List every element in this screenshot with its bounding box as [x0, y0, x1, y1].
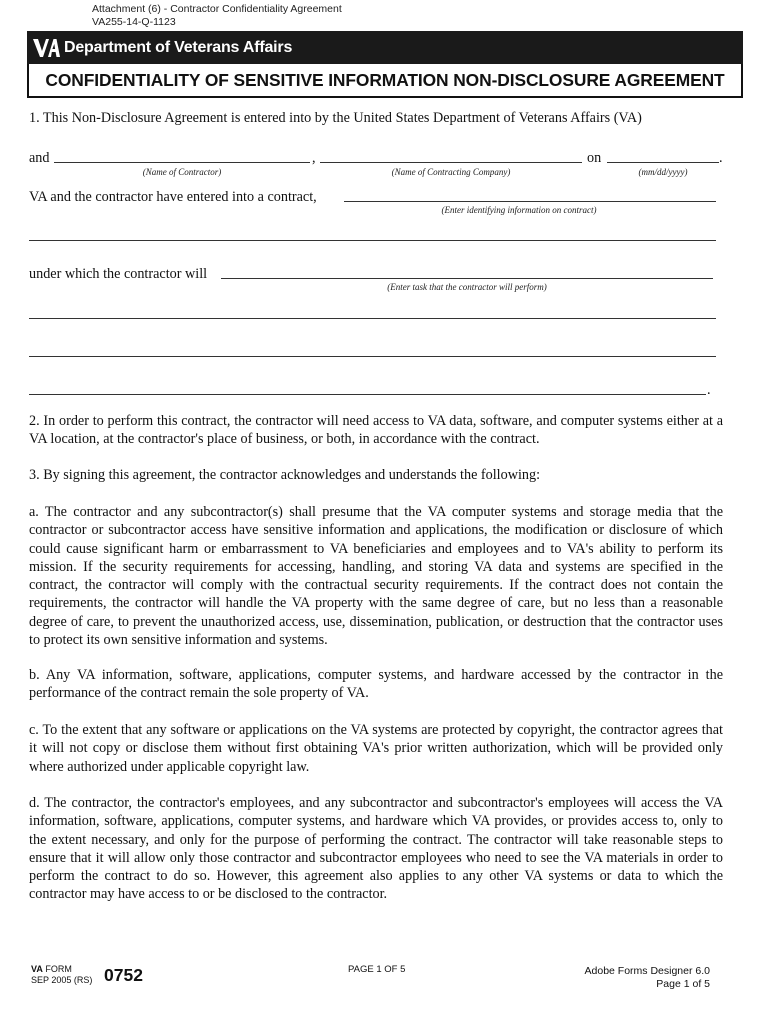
va-label: VA	[31, 964, 43, 974]
form-label	[31, 964, 92, 985]
form-date: SEP 2005 (RS)	[31, 974, 93, 985]
form-word: FORM	[42, 964, 72, 974]
task-field[interactable]	[221, 278, 713, 279]
contracting-company-field[interactable]	[320, 162, 582, 163]
paragraph-a: a. The contractor and any subcontractor(s) shall presume that the VA computer systems and storage media that the contractor or subcontractor access have sensitive information and applications, the modification or disclosure of which could cause significant harm or embarrassment to VA beneficiaries and employees and to VA's ability to perform its mission. If the security requirements for accessing, handling, and storing VA data and systems are specified in the contract, the contractor will comply with the contractual security requirements. If the contract does not contain the requirements, the contractor will handle the VA property with the same degree of care, but no less than a reasonable degree of care, to prevent the unauthorized access, use, dissemination, publication, or destruction that the contractor uses to protect its own sensitive information and systems.	[29, 504, 723, 649]
task-field-line-4[interactable]	[29, 394, 706, 395]
contract-text: VA and the contractor have entered into a contract,	[29, 189, 317, 205]
comma-label: ,	[312, 150, 316, 166]
contract-info-caption: (Enter identifying information on contract)	[441, 205, 597, 215]
form-number: 0752	[104, 965, 143, 985]
contract-info-field-line-2[interactable]	[29, 240, 716, 241]
department-banner	[27, 31, 743, 64]
paragraph-d: d. The contractor, the contractor's employees, and any subcontractor and subcontractor's employees will access the VA information, software, applications, computer systems, and hardware which VA provides, or provides access to, only to the extent necessary, and only for the purpose of performing the contract. The contractor will take reasonable steps to ensure that it will allow only those contractor and subcontractor employees who need to see the VA materials in order to perform the contract to do so. However, this agreement also applies to any other VA systems or data to which the contractor may have access to or be disclosed to the contractor.	[29, 795, 723, 903]
paragraph-b: b. Any VA information, software, applications, computer systems, and hardware accessed by the contractor in the performance of the contract remain the sole property of VA.	[29, 667, 723, 702]
contractor-name-field[interactable]	[54, 162, 310, 163]
date-field[interactable]	[607, 162, 719, 163]
task-text: under which the contractor will	[29, 266, 208, 282]
attachment-header	[92, 3, 342, 29]
title-box	[27, 64, 743, 98]
page-indicator-center: PAGE 1 OF 5	[348, 964, 406, 975]
date-caption: (mm/dd/yyyy)	[638, 167, 688, 177]
solicitation-number: VA255-14-Q-1123	[92, 16, 176, 28]
attachment-title: Attachment (6) - Contractor Confidentiality Agreement	[92, 3, 342, 15]
company-name-caption: (Name of Contracting Company)	[391, 167, 511, 177]
forms-designer-label: Adobe Forms Designer 6.0	[584, 965, 710, 977]
va-seal-icon	[32, 36, 60, 60]
paragraph-2: 2. In order to perform this contract, the contractor will need access to VA data, software, and computer systems either at a VA location, at the contractor's place of business, or both, in accordance with the contract.	[29, 413, 723, 448]
task-field-line-3[interactable]	[29, 356, 716, 357]
and-label: and	[29, 150, 50, 166]
task-caption: (Enter task that the contractor will perform)	[387, 282, 547, 292]
on-label: on	[587, 150, 602, 166]
intro-text: 1. This Non-Disclosure Agreement is entered into by the United States Department of Veterans Affairs (VA)	[29, 110, 642, 126]
paragraph-3: 3. By signing this agreement, the contractor acknowledges and understands the following:	[29, 467, 541, 483]
paragraph-c: c. To the extent that any software or applications on the VA systems are protected by copyright, the contractor agrees that it will not copy or disclose them without first obtaining VA's prior written authorization, which will be provided only where authorized under applicable copyright law.	[29, 722, 723, 775]
task-period: .	[707, 382, 711, 398]
department-name: Department of Veterans Affairs	[64, 38, 293, 56]
period-label: .	[719, 150, 723, 166]
contract-info-field[interactable]	[344, 201, 716, 202]
page-title: CONFIDENTIALITY OF SENSITIVE INFORMATION NON-DISCLOSURE AGREEMENT	[45, 69, 725, 90]
footer-right	[560, 965, 710, 991]
task-field-line-2[interactable]	[29, 318, 716, 319]
page-indicator: Page 1 of 5	[656, 978, 710, 990]
contractor-name-caption: (Name of Contractor)	[142, 167, 222, 177]
